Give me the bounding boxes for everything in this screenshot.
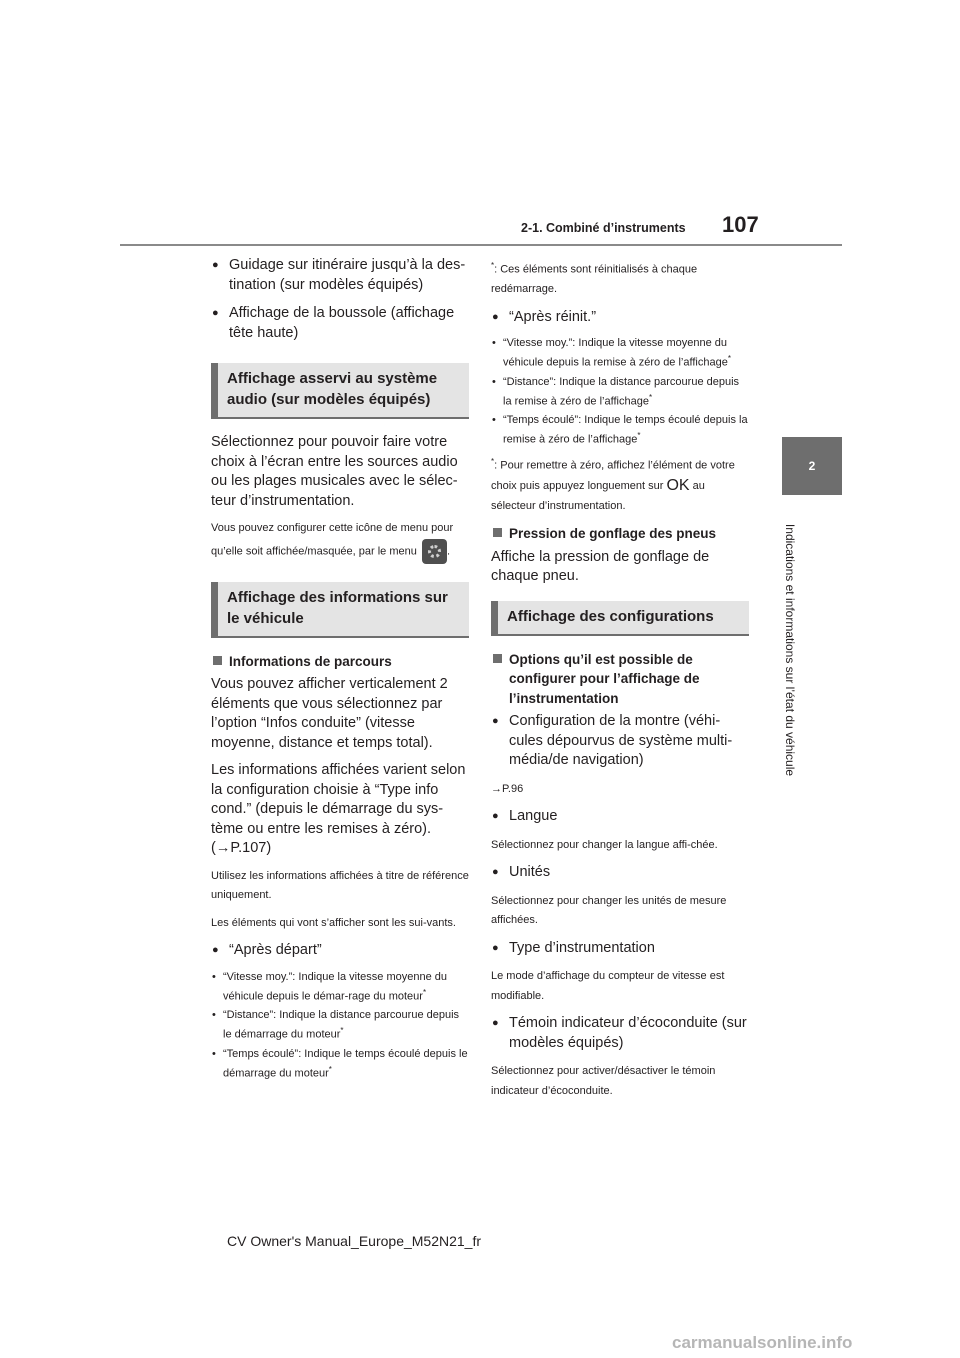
note-elements: Les éléments qui vont s’afficher sont les sui-vants. xyxy=(211,916,456,929)
note-langue: Sélectionnez pour changer la langue affi-chée. xyxy=(491,838,718,851)
footnote-star: * xyxy=(648,392,653,402)
note-menu-icon xyxy=(211,519,469,564)
dash-temps-ecoule-text: “Temps écoulé”: Indique le temps écoulé depuis le démarrage du moteur xyxy=(223,1047,468,1080)
dash-vitesse-moy-reinit-text: “Vitesse moy.”: Indique la vitesse moyenne du véhicule depuis la remise à zéro de l’affichage xyxy=(503,337,728,369)
chapter-title: Indications et informations sur l’état du véhicule xyxy=(783,523,797,777)
chapter-side-label xyxy=(770,500,810,800)
bullet-unites: ● Unités xyxy=(491,863,749,883)
section-title: 2-1. Combiné d’instruments xyxy=(521,221,686,235)
dash-temps-ecoule-reinit-text: “Temps écoulé”: Indique le temps écoulé depuis la remise à zéro de l’affichage xyxy=(503,414,748,447)
ok-icon: OK xyxy=(666,477,690,495)
note-menu-text: Vous pouvez configurer cette icône de menu pour qu’elle soit affichée/masquée, par le xyxy=(211,522,454,557)
watermark: carmanualsonline.info xyxy=(672,1333,853,1352)
footnote-star: * xyxy=(727,354,731,364)
note-menu-word: menu xyxy=(389,544,417,557)
footnote-mark: * xyxy=(491,261,495,270)
footnote-star: * xyxy=(637,431,641,441)
subheading-pression-pneus: Pression de gonflage des pneus xyxy=(491,524,749,544)
paragraph-pression-pneus: Affiche la pression de gonflage de chaque pneu. xyxy=(491,548,710,585)
note-menu-end: . xyxy=(446,544,451,557)
footnote-reinitialises-text: : Ces éléments sont réinitialisés à chaque redémarrage. xyxy=(491,263,698,296)
note-unites: Sélectionnez pour changer les unités de mesure affichées. xyxy=(491,894,727,927)
right-column xyxy=(491,256,749,1109)
gear-icon xyxy=(422,539,447,564)
page-number: 107 xyxy=(722,212,759,237)
paragraph-afficher-verticalement: Vous pouvez afficher verticalement 2 éléments que vous sélectionnez par l’option “Infos conduite” (vitesse moyenne, distance et temps total). xyxy=(211,676,448,751)
dash-temps-ecoule-reinit xyxy=(491,413,749,448)
bullet-configuration-montre: ● Configuration de la montre (véhi-cules dépourvus de système multi-média/de navigation) xyxy=(491,712,749,771)
bullet-temoin-ecoconduite: ● Témoin indicateur d’écoconduite (sur modèles équipés) xyxy=(491,1014,749,1053)
heading-affichage-configurations: Affichage des configurations xyxy=(491,601,749,636)
footnote-sur: sur xyxy=(648,480,664,493)
dash-vitesse-moy-reinit xyxy=(491,336,749,371)
dash-vitesse-moy-text: “Vitesse moy.”: Indique la vitesse moyenne du véhicule depuis le démar-rage du moteur xyxy=(223,970,447,1003)
bullet-type-instrumentation: ● Type d’instrumentation xyxy=(491,939,749,959)
note-temoin-ecoconduite: Sélectionnez pour activer/désactiver le témoin indicateur d’écoconduite. xyxy=(491,1065,716,1097)
subheading-informations-parcours: Informations de parcours xyxy=(211,652,469,672)
reference-p96: →P.96 xyxy=(491,782,524,795)
footnote-remettre-zero xyxy=(491,452,749,516)
paragraph-informations-varient: Les informations affichées varient selon la configuration choisie à “Type info cond.” (depuis le démarrage du sys-tème ou entre les remises à zéro). (→P.107) xyxy=(211,762,466,856)
footnote-star: * xyxy=(422,987,427,997)
manual-footer: CV Owner's Manual_Europe_M52N21_fr xyxy=(227,1233,482,1249)
note-reference: Utilisez les informations affichées à titre de référence uniquement. xyxy=(211,869,469,901)
heading-affichage-audio: Affichage asservi au système audio (sur modèles équipés) xyxy=(211,363,469,419)
dash-temps-ecoule xyxy=(211,1047,469,1082)
left-column xyxy=(211,256,469,1085)
footnote-star: * xyxy=(328,1064,332,1074)
bullet-apres-depart: ● “Après départ” xyxy=(211,941,469,961)
dash-distance-reinit xyxy=(491,375,749,410)
paragraph-audio: Sélectionnez pour pouvoir faire votre choix à l’écran entre les sources audio ou les plages musicales avec le sélec-teur d’instrumentation. xyxy=(211,434,458,509)
dash-vitesse-moy xyxy=(211,970,469,1005)
subheading-options-configurer: Options qu’il est possible de configurer pour l’affichage de l’instrumentation xyxy=(491,650,749,709)
footnote-star: * xyxy=(340,1026,344,1036)
dash-distance-reinit-text: “Distance”: Indique la distance parcourue depuis la remise à zéro de l’affichage xyxy=(503,375,740,408)
header-rule xyxy=(120,244,842,246)
chapter-tab: 2 xyxy=(782,437,842,495)
bullet-langue: ● Langue xyxy=(491,807,749,827)
footnote-reinitialises xyxy=(491,256,749,300)
bullet-apres-reinit: ● “Après réinit.” xyxy=(491,308,749,328)
footnote-remettre-zero-end: au sélecteur d’instrumentation. xyxy=(491,480,705,512)
bullet-guidage: ● Guidage sur itinéraire jusqu’à la des-tination (sur modèles équipés) xyxy=(211,256,469,295)
note-type-instrumentation: Le mode d’affichage du compteur de vitesse est modifiable. xyxy=(491,970,725,1002)
dash-distance xyxy=(211,1008,469,1043)
footnote-mark: * xyxy=(491,457,495,467)
footnote-remettre-zero-text: : Pour remettre à zéro, affichez l’élément de votre choix puis appuyez longuement xyxy=(491,459,735,493)
dash-distance-text: “Distance”: Indique la distance parcourue depuis le démarrage du moteur xyxy=(223,1009,460,1041)
heading-informations-vehicule: Affichage des informations sur le véhicule xyxy=(211,582,469,638)
bullet-boussole: ● Affichage de la boussole (affichage tête haute) xyxy=(211,304,469,343)
